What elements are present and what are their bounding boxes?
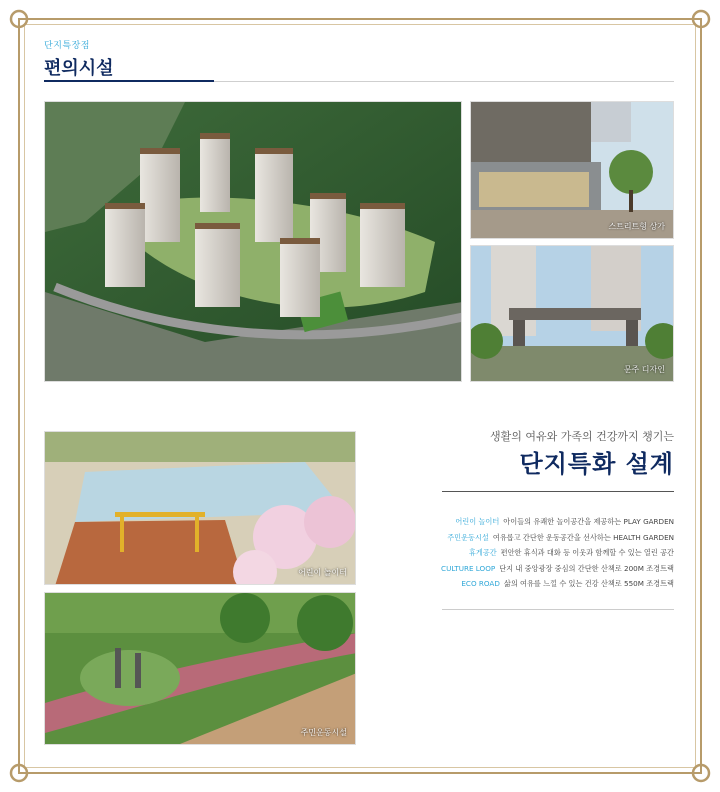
feature-label: 휴게공간	[468, 548, 497, 557]
list-item	[441, 530, 674, 546]
section-header	[44, 38, 114, 80]
list-item	[441, 514, 674, 530]
photo-caption: 어린이 놀이터	[298, 568, 347, 577]
photo-caption: 문주 디자인	[623, 365, 665, 374]
headline-tagline: 생활의 여유와 가족의 건강까지 챙기는	[489, 430, 674, 443]
aerial-complex-image	[44, 101, 462, 382]
feature-text: 삶의 여유를 느낄 수 있는 건강 산책로 550M 조경트랙	[503, 579, 674, 588]
feature-text: 아이들의 유쾌한 놀이공간을 제공하는 PLAY GARDEN	[503, 517, 674, 526]
corner-knot-icon	[688, 6, 714, 32]
feature-label: 주민운동시설	[447, 532, 489, 542]
feature-label: CULTURE LOOP	[441, 563, 496, 573]
corner-knot-icon	[688, 760, 714, 786]
divider	[442, 609, 674, 610]
feature-text: 여유롭고 간단한 운동공간을 선사하는 HEALTH GARDEN	[492, 532, 674, 542]
feature-label: ECO ROAD	[461, 579, 500, 588]
corner-knot-icon	[6, 6, 32, 32]
feature-text: 단지 내 중앙광장 중심의 간단한 산책로 200M 조경트랙	[499, 563, 674, 573]
photo-caption: 스트리트형 상가	[608, 222, 665, 231]
headline-divider	[442, 491, 674, 492]
gate-design-image	[470, 245, 674, 382]
title-underline	[44, 80, 214, 82]
divider	[214, 81, 674, 82]
fitness-facility-image	[44, 592, 356, 745]
page-title: 편의시설	[44, 58, 114, 79]
headline-title: 단지특화 설계	[519, 450, 674, 478]
list-item	[441, 545, 674, 561]
feature-text: 편안한 휴식과 대화 등 이웃과 함께할 수 있는 열린 공간	[500, 548, 674, 557]
feature-label: 어린이 놀이터	[455, 517, 500, 526]
list-item	[441, 576, 674, 592]
photo-caption: 주민운동시설	[300, 728, 347, 737]
feature-list	[441, 514, 674, 592]
corner-knot-icon	[6, 760, 32, 786]
list-item	[441, 561, 674, 577]
playground-image	[44, 431, 356, 585]
section-subtitle: 단지특장점	[44, 41, 90, 51]
street-mall-image	[470, 101, 674, 239]
